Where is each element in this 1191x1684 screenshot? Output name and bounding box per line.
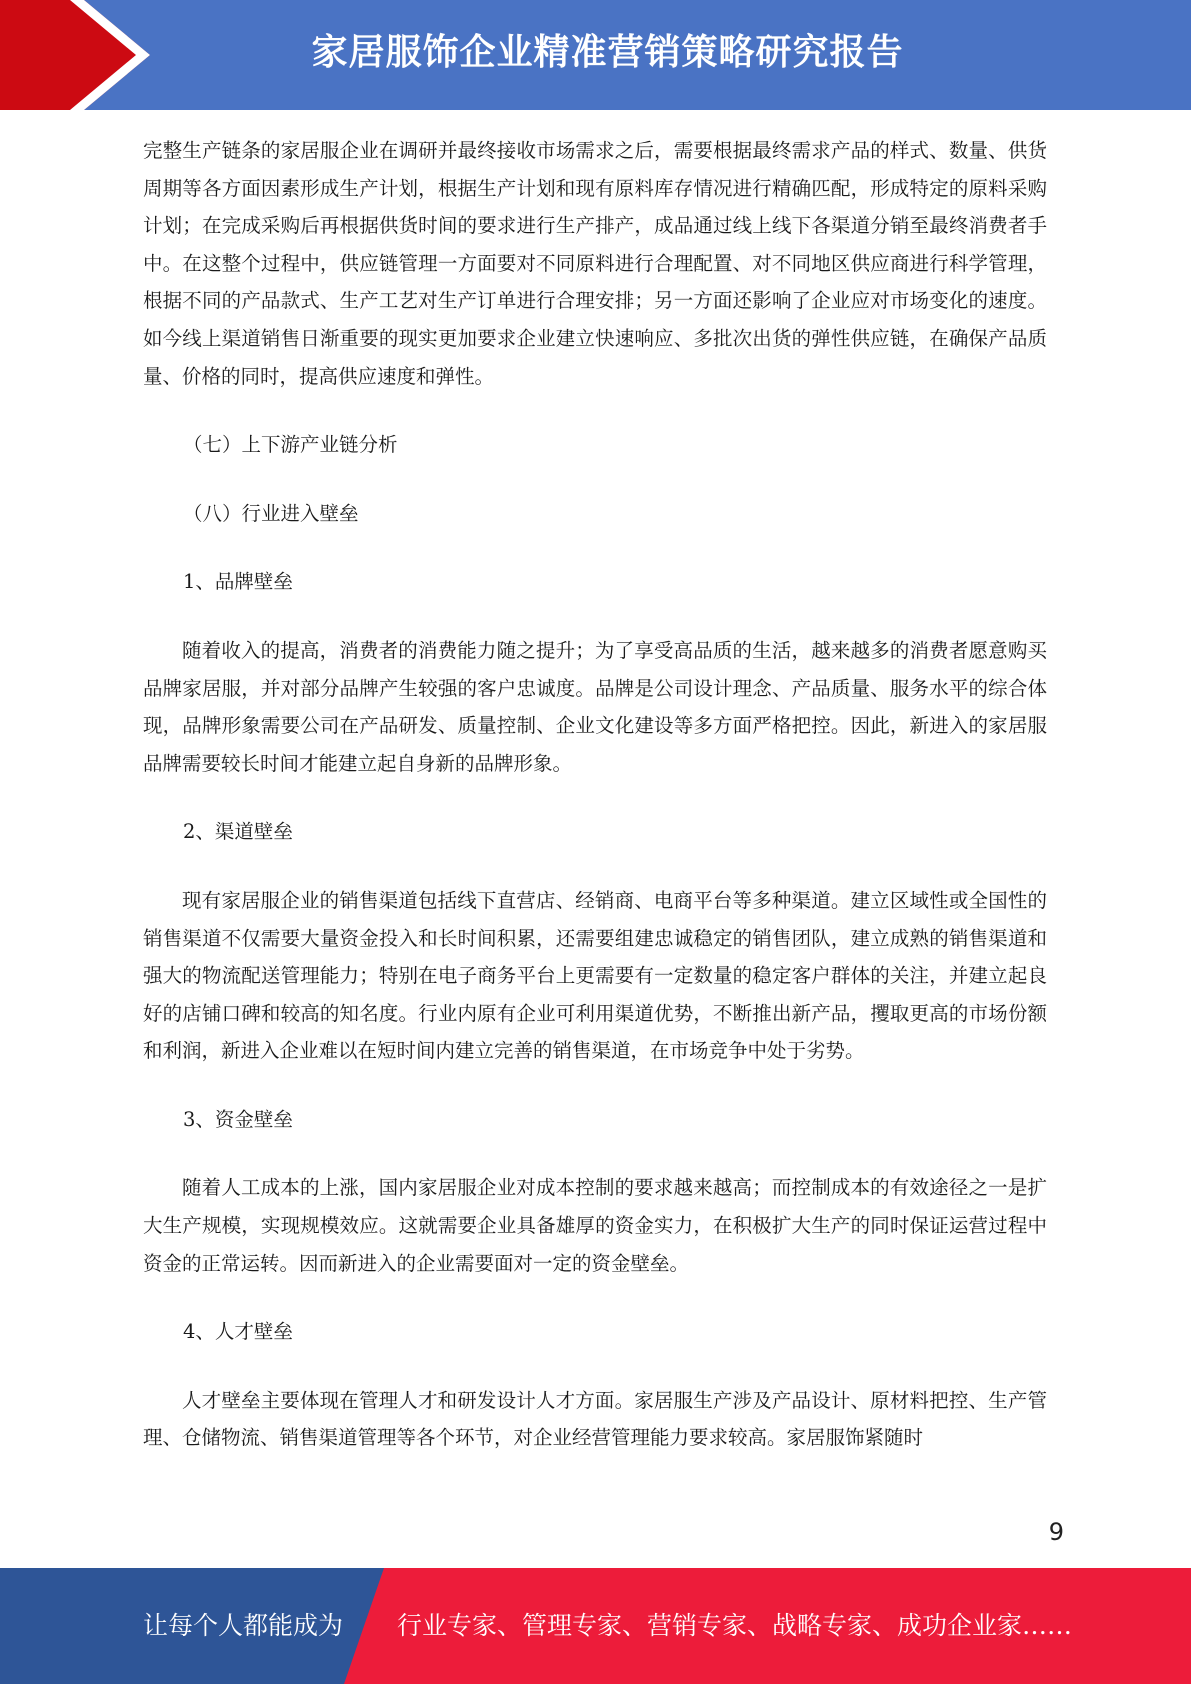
paragraph-channel-barrier: 现有家居服企业的销售渠道包括线下直营店、经销商、电商平台等多种渠道。建立区域性或全国性的销售渠道不仅需要大量资金投入和长时间积累，还需要组建忠诚稳定的销售团队，建立成熟的销售渠道和强大的物流配送管理能力；特别在电子商务平台上更需要有一定数量的稳定客户群体的关注，并建立起良好的店铺口碑和较高的知名度。行业内原有企业可利用渠道优势，不断推出新产品，攫取更高的市场份额和利润，新进入企业难以在短时间内建立完善的销售渠道，在市场竞争中处于劣势。	[143, 888, 1047, 1063]
paragraph-brand-barrier: 随着收入的提高，消费者的消费能力随之提升；为了享受高品质的生活，越来越多的消费者愿意购买品牌家居服，并对部分品牌产生较强的客户忠诚度。品牌是公司设计理念、产品质量、服务水平的综合体现，品牌形象需要公司在产品研发、质量控制、企业文化建设等多方面严格把控。因此，新进入的家居服品牌需要较长时间才能建立起自身新的品牌形象。	[143, 638, 1047, 775]
report-title: 家居服饰企业精准营销策略研究报告	[311, 32, 904, 73]
page-number: 9	[1048, 1518, 1064, 1546]
document-body	[143, 132, 1047, 1457]
paragraph-talent-barrier: 人才壁垒主要体现在管理人才和研发设计人才方面。家居服生产涉及产品设计、原材料把控、生产管理、仓储物流、销售渠道管理等各个环节，对企业经营管理能力要求较高。家居服饰紧随时	[143, 1388, 1047, 1450]
footer-banner	[0, 1568, 1191, 1684]
subheading-channel-barrier: 2、渠道壁垒	[183, 820, 293, 844]
header-banner	[0, 0, 1191, 110]
footer-slogan-left: 让每个人都能成为	[143, 1611, 344, 1640]
paragraph-supply-chain: 完整生产链条的家居服企业在调研并最终接收市场需求之后，需要根据最终需求产品的样式、数量、供货周期等各方面因素形成生产计划，根据生产计划和现有原料库存情况进行精确匹配，形成特定的原料采购计划；在完成采购后再根据供货时间的要求进行生产排产，成品通过线上线下各渠道分销至最终消费者手中。在这整个过程中，供应链管理一方面要对不同原料进行合理配置、对不同地区供应商进行科学管理，根据不同的产品款式、生产工艺对生产订单进行合理安排；另一方面还影响了企业应对市场变化的速度。如今线上渠道销售日渐重要的现实更加要求企业建立快速响应、多批次出货的弹性供应链，在确保产品质量、价格的同时，提高供应速度和弹性。	[143, 139, 1047, 388]
section-heading-entry-barriers: （八）行业进入壁垒	[183, 501, 359, 525]
subheading-capital-barrier: 3、资金壁垒	[183, 1107, 293, 1131]
footer-slogan-right: 行业专家、管理专家、营销专家、战略专家、成功企业家……	[397, 1611, 1073, 1640]
subheading-brand-barrier: 1、品牌壁垒	[183, 570, 293, 594]
paragraph-capital-barrier: 随着人工成本的上涨，国内家居服企业对成本控制的要求越来越高；而控制成本的有效途径之一是扩大生产规模，实现规模效应。这就需要企业具备雄厚的资金实力，在积极扩大生产的同时保证运营过程中资金的正常运转。因而新进入的企业需要面对一定的资金壁垒。	[143, 1176, 1047, 1275]
subheading-talent-barrier: 4、人才壁垒	[183, 1320, 293, 1344]
section-heading-upstream-downstream: （七）上下游产业链分析	[183, 433, 398, 457]
